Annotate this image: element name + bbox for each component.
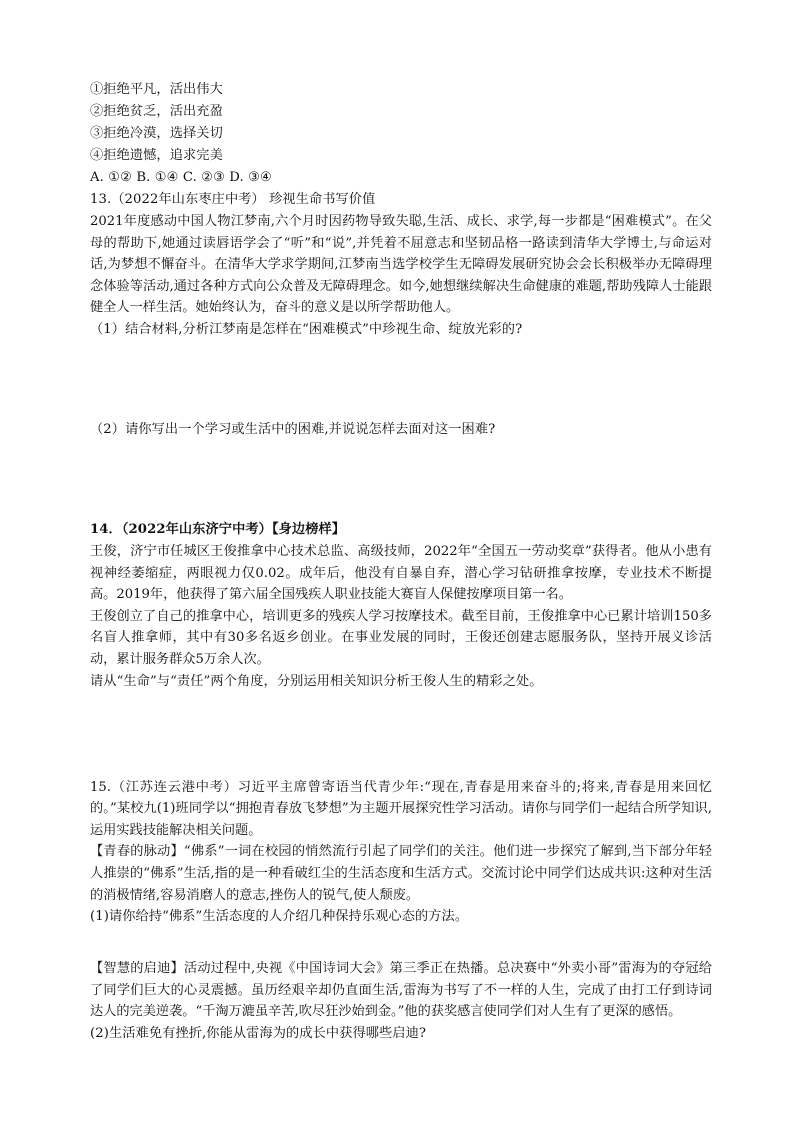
q12-answer-choices: A. ①② B. ①④ C. ②③ D. ③④ [90, 170, 272, 185]
q14-paragraph-1: 王俊，济宁市任城区王俊推拿中心技术总监、高级技师，2022年“全国五一劳动奖章”获得者。他从小患有视神经萎缩症，两眼视力仅0.02。成年后，他没有自暴自弃，潜心学习钻研推拿按摩，专业技术不断提高。2019年，他获得了第六届全国残疾人职业技能大赛盲人保健按摩项目第一名。 [90, 543, 712, 603]
q15-subquestion-1: (1)请你给持“佛系”生活态度的人介绍几种保持乐观心态的方法。 [90, 909, 469, 925]
q12-option-2: ②拒绝贫乏，活出充盈 [90, 104, 223, 119]
exam-page [90, 79, 712, 1045]
q14-header: 14．（2022年山东济宁中考）【身边榜样】 [90, 521, 346, 537]
q15-subquestion-2: (2)生活难免有挫折,你能从雷海为的成长中获得哪些启迪? [90, 1025, 427, 1041]
q13-subquestion-2: （2）请你写出一个学习或生活中的困难,并说说怎样去面对这一困难? [90, 421, 496, 437]
answer-space [90, 441, 712, 519]
answer-space [90, 341, 712, 419]
q15-part-1: 【青春的脉动】“佛系”一词在校园的悄然流行引起了同学们的关注。他们进一步探究了解到,当下部分年轻人推崇的“佛系”生活,指的是一种看破红尘的生活态度和生活方式。交流讨论中同学们达成共识:这种对生活的消极情绪,容易消磨人的意志,挫伤人的锐气,使人颓废。 [90, 844, 712, 903]
answer-space [90, 928, 712, 958]
q12-option-1: ①拒绝平凡，活出伟大 [90, 82, 223, 97]
q13-subquestion-1: （1）结合材料,分析江梦南是怎样在“困难模式”中珍视生命、绽放光彩的? [90, 321, 523, 337]
q13-material: 2021年度感动中国人物江梦南,六个月时因药物导致失聪,生活、成长、求学,每一步都是“困难模式”。在父母的帮助下,她通过读唇语学会了“听”和“说”,并凭着不屈意志和坚韧品格一路读到清华大学博士,与命运对话,为梦想不懈奋斗。在清华大学求学期间,江梦南当选学校学生无障碍发展研究协会会长积极举办无障碍理念体验等活动,通过各种方式向公众普及无障碍理念。如今,她想继续解决生命健康的难题,帮助残障人士能跟健全人一样生活。她始终认为，奋斗的意义是以所学帮助他人。 [90, 214, 712, 316]
question-15 [90, 777, 712, 1045]
q15-part-2: 【智慧的启迪】活动过程中,央视《中国诗词大会》第三季正在热播。总决赛中“外卖小哥”雷海为的夺冠给了同学们巨大的心灵震撼。虽历经艰辛却仍直面生活,雷海为书写了不一样的人生，完成了由打工仔到诗词达人的完美逆袭。“千淘万漉虽辛苦,吹尽狂沙始到金。”他的获奖感言使同学们对人生有了更深的感悟。 [90, 961, 712, 1020]
question-14 [90, 519, 712, 777]
q15-intro: 15.（江苏连云港中考）习近平主席曾寄语当代青少年:“现在,青春是用来奋斗的;将来,青春是用来回忆的。”某校九(1)班同学以“拥抱青春放飞梦想”为主题开展探究性学习活动。请你与同学们一起结合所学知识,运用实践技能解决相关问题。 [90, 779, 712, 838]
q14-question: 请从“生命”与“责任”两个角度，分别运用相关知识分析王俊人生的精彩之处。 [90, 673, 543, 689]
q14-paragraph-2: 王俊创立了自己的推拿中心，培训更多的残疾人学习按摩技术。截至目前，王俊推拿中心已累计培训150多名盲人推拿师，其中有30多名返乡创业。在事业发展的同时，王俊还创建志愿服务队，坚持开展义诊活动，累计服务群众5万余人次。 [90, 608, 712, 667]
q13-header: 13.（2022年山东枣庄中考） 珍视生命书写价值 [90, 192, 376, 207]
q12-options [90, 79, 712, 189]
q12-option-3: ③拒绝冷漠，选择关切 [90, 126, 223, 141]
question-13 [90, 189, 712, 519]
q12-option-4: ④拒绝遗憾，追求完美 [90, 148, 223, 163]
answer-space [90, 693, 712, 777]
